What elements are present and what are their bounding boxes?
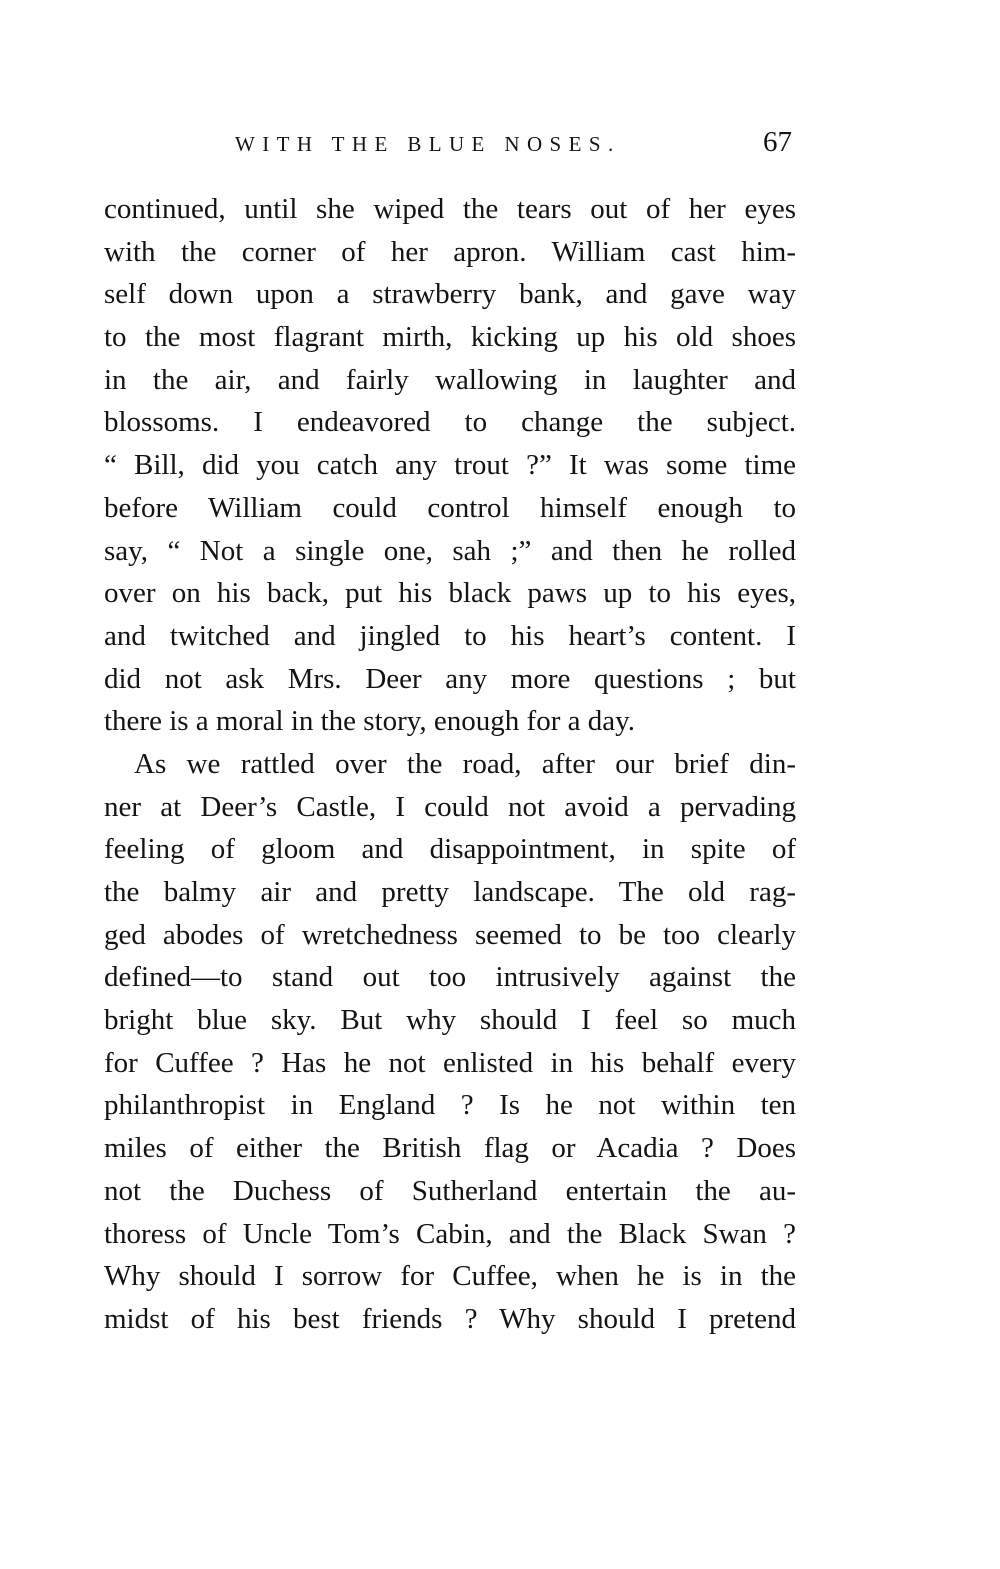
- text-line: bright blue sky. But why should I feel so much: [104, 1004, 796, 1037]
- text-line: the balmy air and pretty landscape. The old rag-: [104, 876, 796, 908]
- text-line: and twitched and jingled to his heart’s content. I: [104, 619, 796, 652]
- text-line: ner at Deer’s Castle, I could not avoid a pervading: [104, 790, 796, 823]
- text-line: there is a moral in the story, enough for a day.: [104, 705, 635, 738]
- text-line: for Cuffee ? Has he not enlisted in his behalf every: [104, 1046, 796, 1079]
- text-line: with the corner of her apron. William cast him-: [104, 235, 796, 268]
- text-line: miles of either the British flag or Acadia ? Does: [104, 1132, 796, 1165]
- text-line: feeling of gloom and disappointment, in spite of: [104, 833, 796, 866]
- paragraph: [104, 743, 796, 1341]
- text-line: midst of his best friends ? Why should I pretend: [104, 1302, 796, 1335]
- running-title: WITH THE BLUE NOSES.: [235, 132, 621, 156]
- text-line: blossoms. I endeavored to change the subject.: [104, 406, 796, 439]
- text-line: not the Duchess of Sutherland entertain the au-: [104, 1174, 796, 1207]
- text-line: self down upon a strawberry bank, and gave way: [104, 278, 796, 311]
- text-line: continued, until she wiped the tears out of her eyes: [104, 193, 796, 225]
- text-line: “ Bill, did you catch any trout ?” It was some time: [104, 449, 796, 482]
- text-line: thoress of Uncle Tom’s Cabin, and the Black Swan ?: [104, 1217, 796, 1250]
- text-line: over on his back, put his black paws up to his eyes,: [104, 577, 796, 610]
- running-head: [104, 126, 796, 166]
- paragraph: [104, 188, 796, 743]
- page-number: 67: [763, 126, 792, 158]
- text-line: defined—to stand out too intrusively against the: [104, 961, 796, 994]
- text-line: to the most flagrant mirth, kicking up his old shoes: [104, 321, 796, 354]
- text-line: before William could control himself enough to: [104, 491, 796, 524]
- text-line: did not ask Mrs. Deer any more questions ; but: [104, 662, 796, 695]
- text-line: As we rattled over the road, after our brief din-: [134, 747, 796, 780]
- text-line: Why should I sorrow for Cuffee, when he is in the: [104, 1260, 796, 1293]
- text-line: philanthropist in England ? Is he not within ten: [104, 1089, 796, 1122]
- body-text: [104, 188, 796, 1341]
- text-line: ged abodes of wretchedness seemed to be too clearly: [104, 918, 796, 951]
- text-line: in the air, and fairly wallowing in laughter and: [104, 363, 796, 396]
- text-line: say, “ Not a single one, sah ;” and then he rolled: [104, 534, 796, 567]
